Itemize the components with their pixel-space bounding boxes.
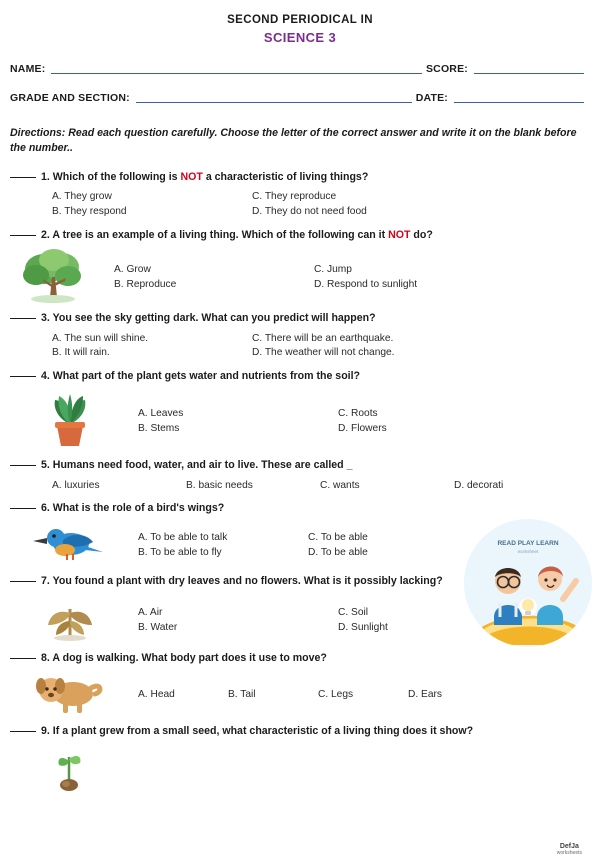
- question-3-number: 3.: [41, 311, 50, 324]
- footer-logo-sub: worksheets: [556, 849, 582, 856]
- question-1-choices: [10, 190, 588, 220]
- choice-a[interactable]: A. Head: [138, 689, 175, 701]
- question-2-negation: NOT: [388, 229, 411, 242]
- question-4-body: [10, 388, 588, 450]
- question-4-text: [10, 370, 588, 384]
- choice-b[interactable]: B. Stems: [138, 422, 180, 434]
- question-list: [10, 171, 588, 791]
- question-8-text-before: A dog is walking. What body part does it use to move?: [52, 651, 327, 664]
- choice-d[interactable]: D. Ears: [408, 689, 442, 701]
- choice-a[interactable]: A. They grow: [52, 191, 112, 203]
- question-1-text: [10, 171, 588, 185]
- question-7-choices: [138, 606, 388, 636]
- question-6-text: [10, 502, 588, 516]
- sprouting-seed-illustration-icon: [10, 743, 130, 791]
- choice-d[interactable]: D. Flowers: [338, 422, 387, 434]
- student-info-block: [0, 63, 600, 104]
- question-4-text-before: What part of the plant gets water and nutrients from the soil?: [52, 370, 361, 383]
- question-8-number: 8.: [41, 651, 50, 664]
- question-5-text-before: Humans need food, water, and air to live. These are called _: [52, 458, 353, 471]
- question-3-text-before: You see the sky getting dark. What can you predict will happen?: [52, 311, 376, 324]
- question-8-choices: [138, 688, 498, 703]
- page-title: SECOND PERIODICAL IN: [227, 14, 373, 26]
- question-1-negation: NOT: [180, 170, 203, 183]
- question-5-choices: [10, 479, 588, 494]
- wilted-plant-illustration-icon: [10, 593, 130, 643]
- question-2-text-after: do?: [410, 229, 433, 242]
- question-2-text-before: A tree is an example of a living thing. Which of the following can it: [52, 229, 389, 242]
- question-9-text: [10, 725, 588, 739]
- worksheet-page: [0, 14, 600, 862]
- choice-c[interactable]: C. Jump: [314, 264, 352, 276]
- question-6-number: 6.: [41, 502, 50, 515]
- footer-logo: [557, 843, 582, 856]
- choice-a[interactable]: A. The sun will shine.: [52, 332, 149, 344]
- choice-d[interactable]: D. Sunlight: [338, 621, 388, 633]
- info-row-name-score: [10, 63, 588, 75]
- question-2-body: [10, 247, 588, 303]
- question-1: [10, 171, 588, 220]
- choice-a[interactable]: A. Grow: [114, 264, 151, 276]
- choice-b[interactable]: B. It will rain.: [52, 347, 110, 359]
- question-6-choices: [138, 531, 368, 561]
- question-8-text: [10, 652, 588, 666]
- question-9-number: 9.: [41, 724, 50, 737]
- choice-c[interactable]: C. Soil: [338, 607, 369, 619]
- question-2-choices: [114, 263, 417, 293]
- svg-text:worksheet: worksheet: [517, 549, 539, 554]
- answer-blank-1[interactable]: [10, 177, 36, 178]
- answer-blank-8[interactable]: [10, 658, 36, 659]
- answer-blank-2[interactable]: [10, 235, 36, 236]
- grade-section-input[interactable]: [136, 92, 412, 103]
- question-7-text-before: You found a plant with dry leaves and no flowers. What is it possibly lacking?: [52, 575, 443, 588]
- choice-c[interactable]: C. wants: [320, 479, 360, 491]
- choice-c[interactable]: C. There will be an earthquake.: [252, 332, 394, 344]
- tree-illustration-icon: [10, 247, 106, 303]
- choice-b[interactable]: B. To be able to fly: [138, 547, 222, 559]
- question-9: [10, 725, 588, 791]
- answer-blank-7[interactable]: [10, 581, 36, 582]
- question-3-text: [10, 312, 588, 326]
- answer-blank-4[interactable]: [10, 376, 36, 377]
- choice-b[interactable]: B. basic needs: [186, 479, 253, 491]
- choice-d[interactable]: D. decorati: [454, 479, 504, 491]
- read-play-learn-sticker: [464, 519, 592, 647]
- answer-blank-9[interactable]: [10, 731, 36, 732]
- question-7-number: 7.: [41, 575, 50, 588]
- question-8: [10, 652, 588, 716]
- question-3: [10, 312, 588, 361]
- choice-b[interactable]: B. Reproduce: [114, 278, 177, 290]
- name-label: NAME:: [10, 63, 46, 75]
- question-5: [10, 459, 588, 494]
- info-row-grade-date: [10, 92, 588, 104]
- dog-illustration-icon: [10, 670, 130, 716]
- svg-text:READ PLAY LEARN: READ PLAY LEARN: [497, 540, 559, 547]
- question-1-text-before: Which of the following is: [52, 170, 181, 183]
- footer-logo-name: DefJa: [559, 842, 579, 850]
- question-1-text-after: a characteristic of living things?: [202, 170, 369, 183]
- choice-b[interactable]: B. They respond: [52, 206, 127, 218]
- score-input[interactable]: [474, 63, 584, 74]
- answer-blank-3[interactable]: [10, 318, 36, 319]
- potted-plant-illustration-icon: [10, 388, 130, 450]
- directions-text: Directions: Read each question carefully. Choose the letter of the correct answer and write it on the blank before the number..: [10, 127, 577, 155]
- answer-blank-5[interactable]: [10, 465, 36, 466]
- date-label: DATE:: [415, 92, 448, 104]
- question-2-number: 2.: [41, 229, 50, 242]
- choice-c[interactable]: C. They reproduce: [252, 191, 337, 203]
- question-9-body: [10, 743, 588, 791]
- name-input[interactable]: [51, 63, 422, 74]
- question-2: [10, 229, 588, 303]
- date-input[interactable]: [454, 92, 584, 103]
- question-4-choices: [138, 407, 387, 437]
- question-5-text: [10, 459, 588, 473]
- question-1-number: 1.: [41, 170, 50, 183]
- choice-d[interactable]: D. The weather will not change.: [252, 347, 395, 359]
- choice-a[interactable]: A. Leaves: [138, 408, 184, 420]
- choice-c[interactable]: C. Legs: [318, 689, 354, 701]
- score-label: SCORE:: [425, 63, 468, 75]
- question-9-text-before: If a plant grew from a small seed, what characteristic of a living thing does it show?: [52, 724, 474, 737]
- question-2-text: [10, 229, 588, 243]
- choice-a[interactable]: A. To be able to talk: [138, 532, 228, 544]
- choice-c[interactable]: C. Roots: [338, 408, 378, 420]
- choice-a[interactable]: A. Air: [138, 607, 163, 619]
- choice-d[interactable]: D. Respond to sunlight: [314, 278, 418, 290]
- question-4-number: 4.: [41, 370, 50, 383]
- question-6-text-before: What is the role of a bird's wings?: [52, 502, 225, 515]
- choice-d[interactable]: D. They do not need food: [252, 206, 367, 218]
- choice-c[interactable]: C. To be able: [308, 532, 368, 544]
- page-subtitle: SCIENCE 3: [263, 30, 337, 45]
- choice-b[interactable]: B. Water: [138, 621, 178, 633]
- answer-blank-6[interactable]: [10, 508, 36, 509]
- grade-section-label: GRADE AND SECTION:: [10, 92, 130, 104]
- question-5-number: 5.: [41, 458, 50, 471]
- question-8-body: [10, 670, 588, 716]
- choice-d[interactable]: D. To be able: [308, 547, 368, 559]
- choice-b[interactable]: B. Tail: [228, 689, 256, 701]
- choice-a[interactable]: A. luxuries: [52, 479, 100, 491]
- question-3-choices: [10, 332, 588, 362]
- question-4: [10, 370, 588, 450]
- kingfisher-bird-illustration-icon: [10, 520, 130, 566]
